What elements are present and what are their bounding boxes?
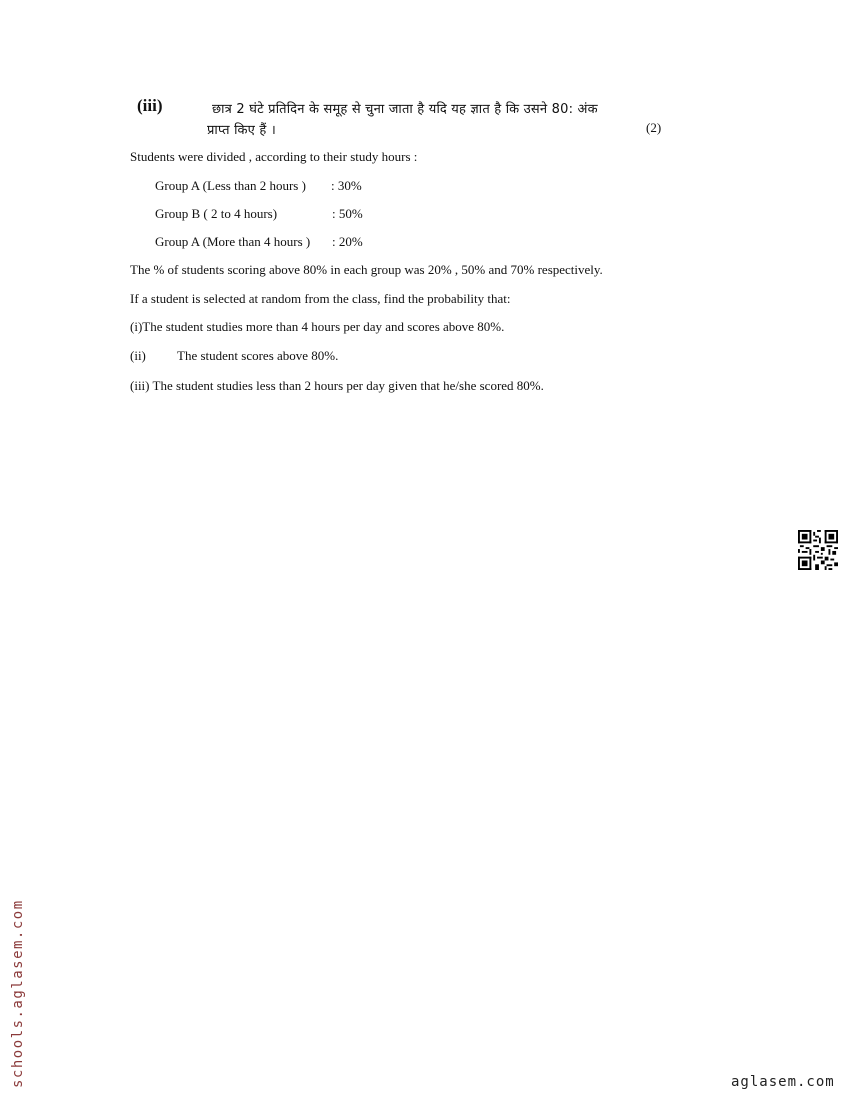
group-a-less-value: : 30% <box>331 178 362 193</box>
sub-question-ii-label: (ii) <box>130 348 146 363</box>
group-a-more-value: : 20% <box>332 234 363 249</box>
hindi-question-line1: छात्र 2 घंटे प्रतिदिन के समूह से चुना जाता है यदि यह ज्ञात है कि उसने 80: अंक <box>212 102 598 117</box>
question-label-iii: (iii) <box>137 96 163 115</box>
intro-text: Students were divided , according to their study hours : <box>130 149 418 164</box>
instruction-text: If a student is selected at random from the class, find the probability that: <box>130 291 511 306</box>
qr-code-icon <box>798 530 838 570</box>
group-b-value: : 50% <box>332 206 363 221</box>
sub-question-iii: (iii) The student studies less than 2 hours per day given that he/she scored 80%. <box>130 378 544 393</box>
statement-text: The % of students scoring above 80% in each group was 20% , 50% and 70% respectively. <box>130 262 603 277</box>
group-b-name: Group B ( 2 to 4 hours) <box>155 206 278 221</box>
marks-label: (2) <box>646 120 662 135</box>
group-a-more-name: Group A (More than 4 hours ) <box>155 234 311 249</box>
sub-question-ii-text: The student scores above 80%. <box>177 348 339 363</box>
watermark-left: schools.aglasem.com <box>10 899 26 1088</box>
watermark-right: aglasem.com <box>731 1074 835 1090</box>
group-a-less-name: Group A (Less than 2 hours ) <box>155 178 306 193</box>
sub-question-i: (i)The student studies more than 4 hours per day and scores above 80%. <box>130 319 505 334</box>
hindi-question-line2: प्राप्त किए हैं । <box>207 123 276 138</box>
